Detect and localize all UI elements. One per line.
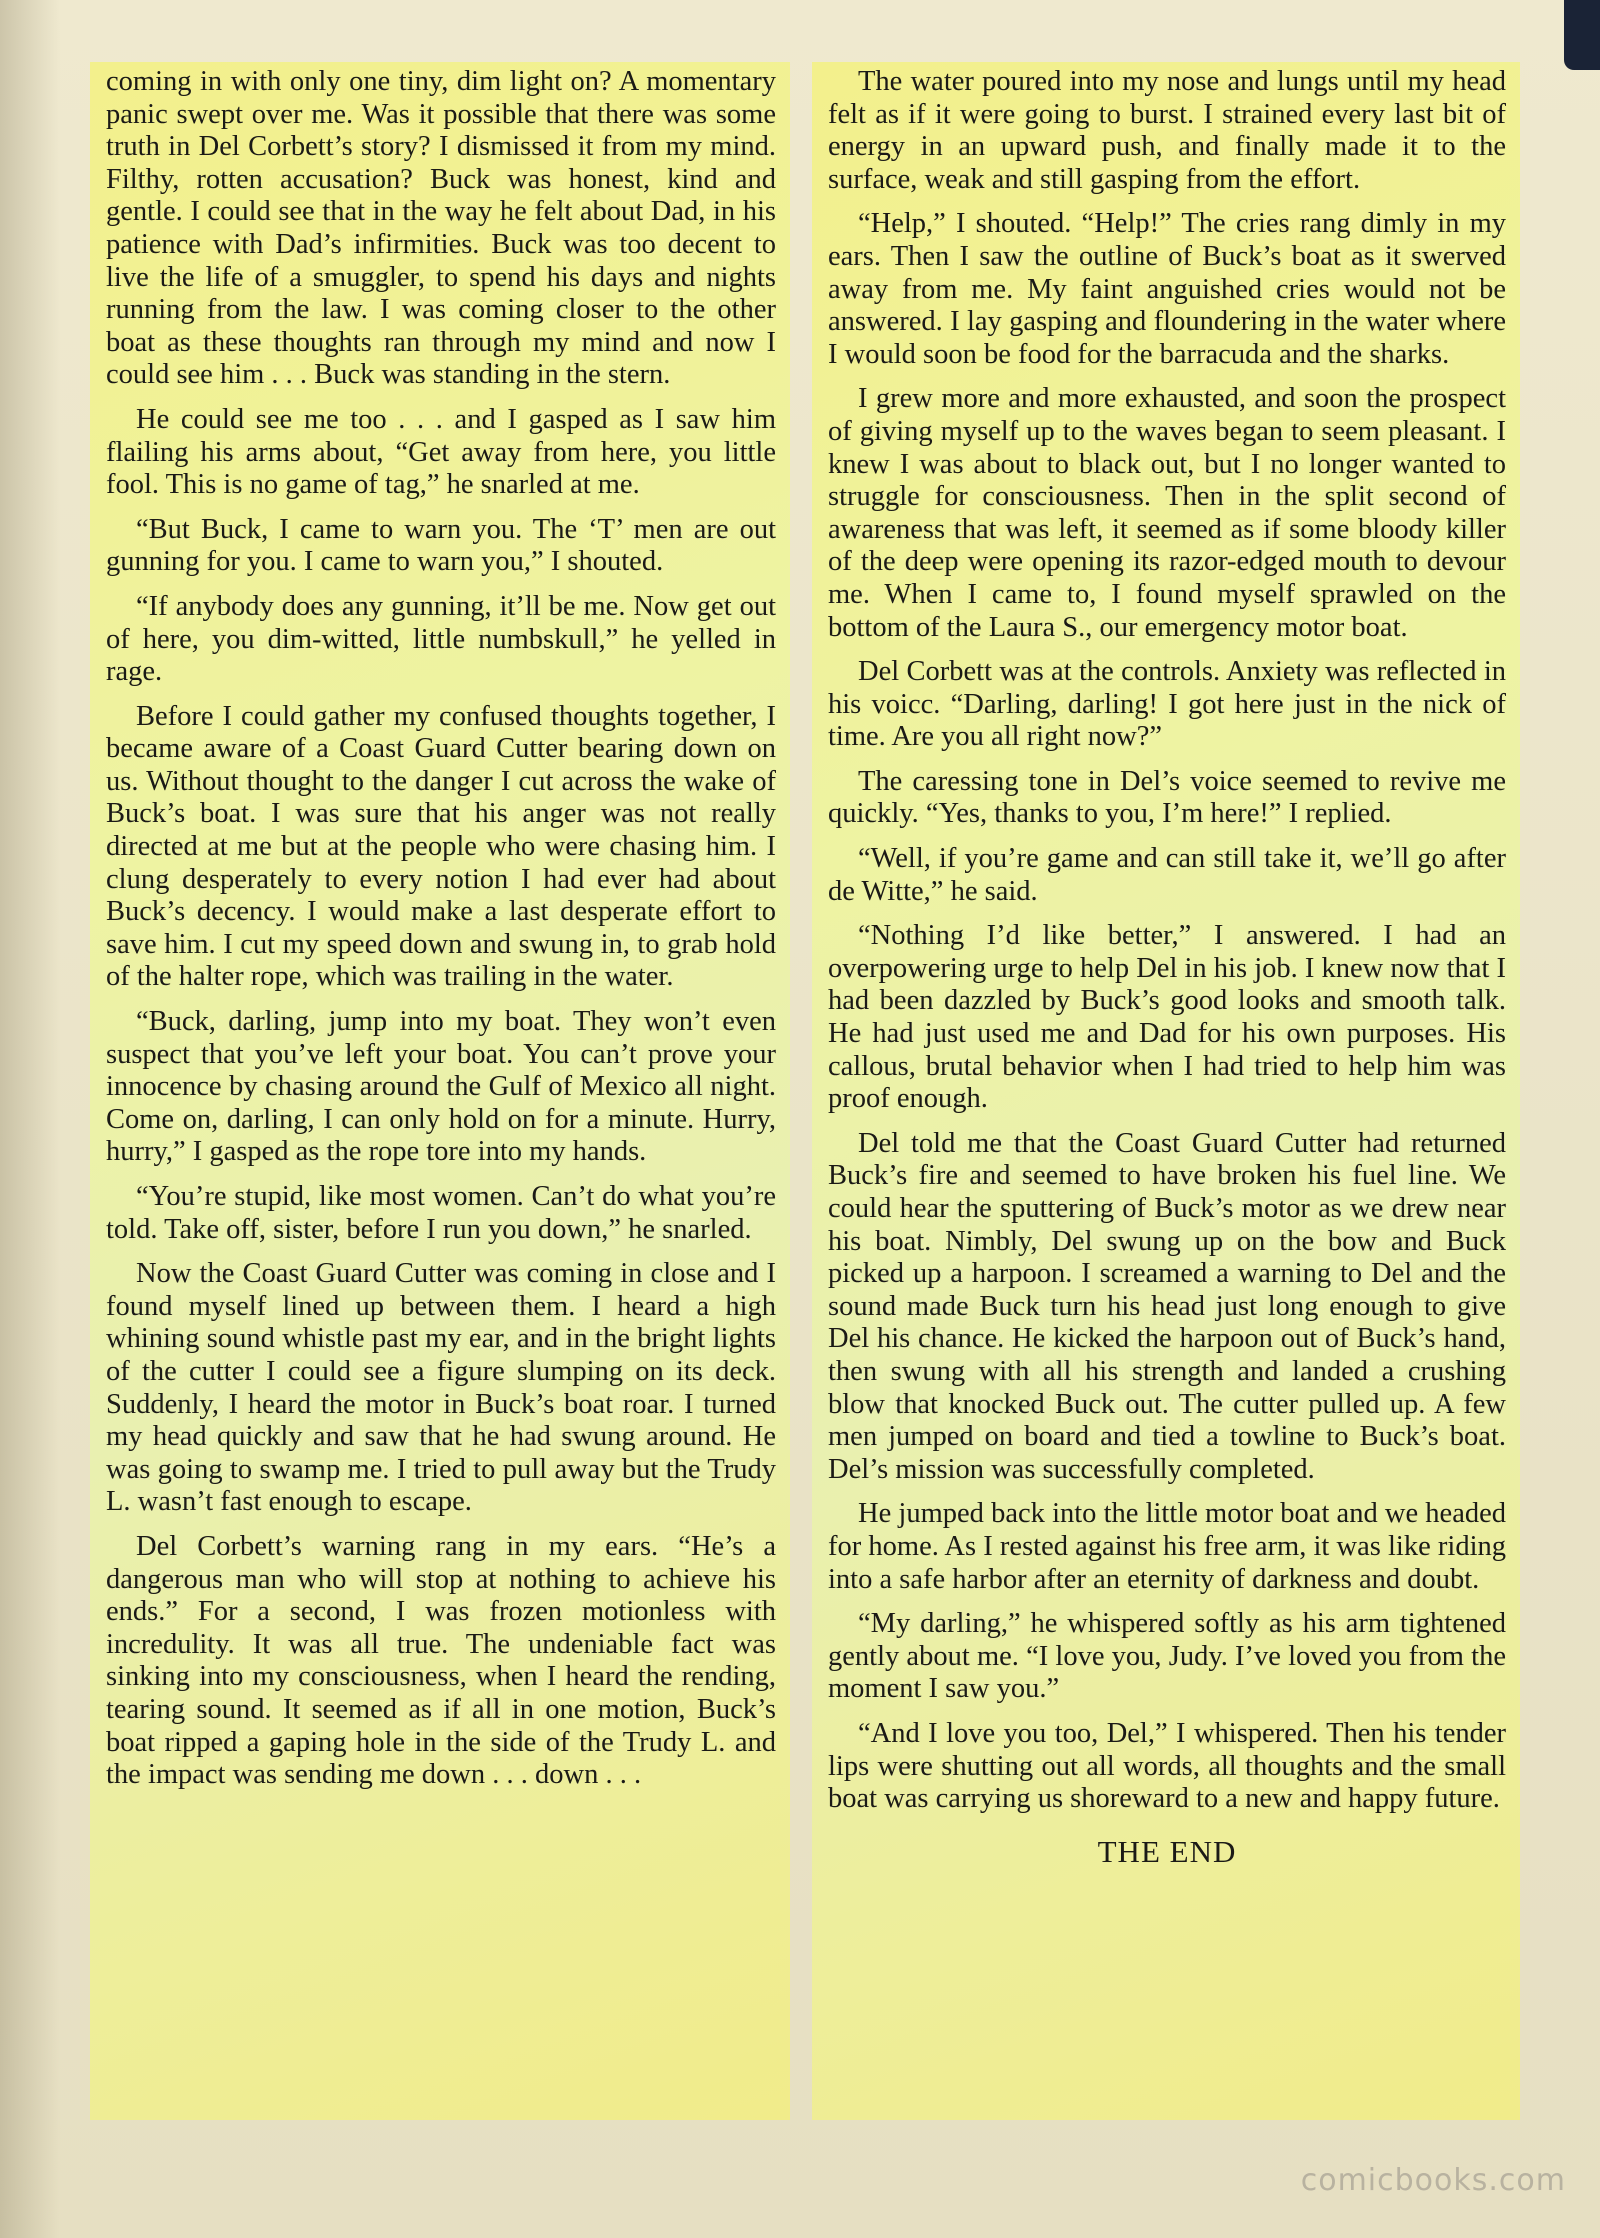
paragraph: Del Corbett was at the controls. Anxiety was reflected in his voicc. “Darling, darling! I got here just in the nick of time. Are you all right now?” (828, 656, 1506, 753)
paragraph: coming in with only one tiny, dim light on? A momentary panic swept over me. Was it possible that there was some truth in Del Corbett’s story? I dismissed it from my mind. Filthy, rotten accusation? Buck was honest, kind and gentle. I could see that in the way he felt about Dad, in his patience with Dad’s infirmities. Buck was too decent to live the life of a smuggler, to spend his days and nights running from the law. I was coming closer to the other boat as these thoughts ran through my mind and now I could see him . . . Buck was standing in the stern. (106, 66, 776, 391)
paragraph: “But Buck, I came to warn you. The ‘T’ men are out gunning for you. I came to warn you,” I shouted. (106, 513, 776, 578)
paragraph: “If anybody does any gunning, it’ll be me. Now get out of here, you dim-witted, little numbskull,” he yelled in rage. (106, 590, 776, 688)
paragraph: Del told me that the Coast Guard Cutter had returned Buck’s fire and seemed to have broken his fuel line. We could hear the sputtering of Buck’s motor as we drew near his boat. Nimbly, Del swung up on the bow and Buck picked up a harpoon. I screamed a warning to Del and the sound made Buck turn his head just long enough to give Del his chance. He kicked the harpoon out of Buck’s hand, then swung with all his strength and landed a crushing blow that knocked Buck out. The cutter pulled up. A few men jumped on board and tied a towline to Buck’s boat. Del’s mission was successfully completed. (828, 1127, 1506, 1485)
paragraph: “My darling,” he whispered softly as his arm tightened gently about me. “I love you, Judy. I’ve loved you from the moment I saw you.” (828, 1608, 1506, 1705)
paragraph: I grew more and more exhausted, and soon the prospect of giving myself up to the waves began to seem pleasant. I knew I was about to black out, but I no longer wanted to struggle for consciousness. Then in the split second of awareness that was left, it seemed as if some bloody killer of the deep were opening its razor-edged mouth to devour me. When I came to, I found myself sprawled on the bottom of the Laura S., our emergency motor boat. (828, 383, 1506, 643)
paragraph: “You’re stupid, like most women. Can’t do what you’re told. Take off, sister, before I run you down,” he snarled. (106, 1181, 776, 1245)
spine-shadow (0, 0, 60, 2238)
paragraph: Del Corbett’s warning rang in my ears. “He’s a dangerous man who will stop at nothing to achieve his ends.” For a second, I was frozen motionless with incredulity. It was all true. The undeniable fact was sinking into my consciousness, when I heard the rending, tearing sound. It seemed as if all in one motion, Buck’s boat ripped a gaping hole in the side of the Trudy L. and the impact was sending me down . . . down . . . (106, 1530, 776, 1791)
paragraph: “Help,” I shouted. “Help!” The cries rang dimly in my ears. Then I saw the outline of Buck’s boat as it swerved away from me. My faint anguished cries would not be answered. I lay gasping and floundering in the water where I would soon be food for the barracuda and the sharks. (828, 208, 1506, 370)
paragraph: The caressing tone in Del’s voice seemed to revive me quickly. “Yes, thanks to you, I’m here!” I replied. (828, 765, 1506, 830)
scan-edge (1564, 0, 1600, 70)
paragraph: Before I could gather my confused thoughts together, I became aware of a Coast Guard Cutter bearing down on us. Without thought to the danger I cut across the wake of Buck’s boat. I was sure that his anger was not really directed at me but at the people who were chasing him. I clung desperately to every notion I had ever had about Buck’s decency. I would make a last desperate effort to save him. I cut my speed down and swung in, to grab hold of the halter rope, which was trailing in the water. (106, 700, 776, 993)
paragraph: Now the Coast Guard Cutter was coming in close and I found myself lined up between them. I heard a high whining sound whistle past my ear, and in the bright lights of the cutter I could see a figure slumping on its deck. Suddenly, I heard the motor in Buck’s boat roar. I turned my head quickly and saw that he had swung around. He was going to swamp me. I tried to pull away but the Trudy L. wasn’t fast enough to escape. (106, 1258, 776, 1518)
paragraph: “Well, if you’re game and can still take it, we’ll go after de Witte,” he said. (828, 843, 1506, 907)
right-text-column (812, 62, 1520, 2120)
paragraph: “And I love you too, Del,” I whispered. Then his tender lips were shutting out all words, all thoughts and the small boat was carrying us shoreward to a new and happy future. (828, 1717, 1506, 1815)
watermark: comicbooks.com (1300, 2163, 1566, 2198)
paragraph: “Buck, darling, jump into my boat. They won’t even suspect that you’ve left your boat. You can’t prove your innocence by chasing around the Gulf of Mexico all night. Come on, darling, I can only hold on for a minute. Hurry, hurry,” I gasped as the rope tore into my hands. (106, 1006, 776, 1168)
paragraph: The water poured into my nose and lungs until my head felt as if it were going to burst. I strained every last bit of energy in an upward push, and finally made it to the surface, weak and still gasping from the effort. (828, 66, 1506, 195)
paragraph: “Nothing I’d like better,” I answered. I had an overpowering urge to help Del in his job. I knew now that I had been dazzled by Buck’s good looks and smooth talk. He had just used me and Dad for his own purposes. His callous, brutal behavior when I had tried to help him was proof enough. (828, 920, 1506, 1115)
paragraph: He jumped back into the little motor boat and we headed for home. As I rested against his free arm, it was like riding into a safe harbor after an eternity of darkness and doubt. (828, 1498, 1506, 1595)
left-text-column (90, 62, 790, 2120)
story-ending: THE END (1097, 1833, 1237, 1869)
paragraph: He could see me too . . . and I gasped as I saw him flailing his arms about, “Get away from here, you little fool. This is no game of tag,” he snarled at me. (106, 403, 776, 501)
